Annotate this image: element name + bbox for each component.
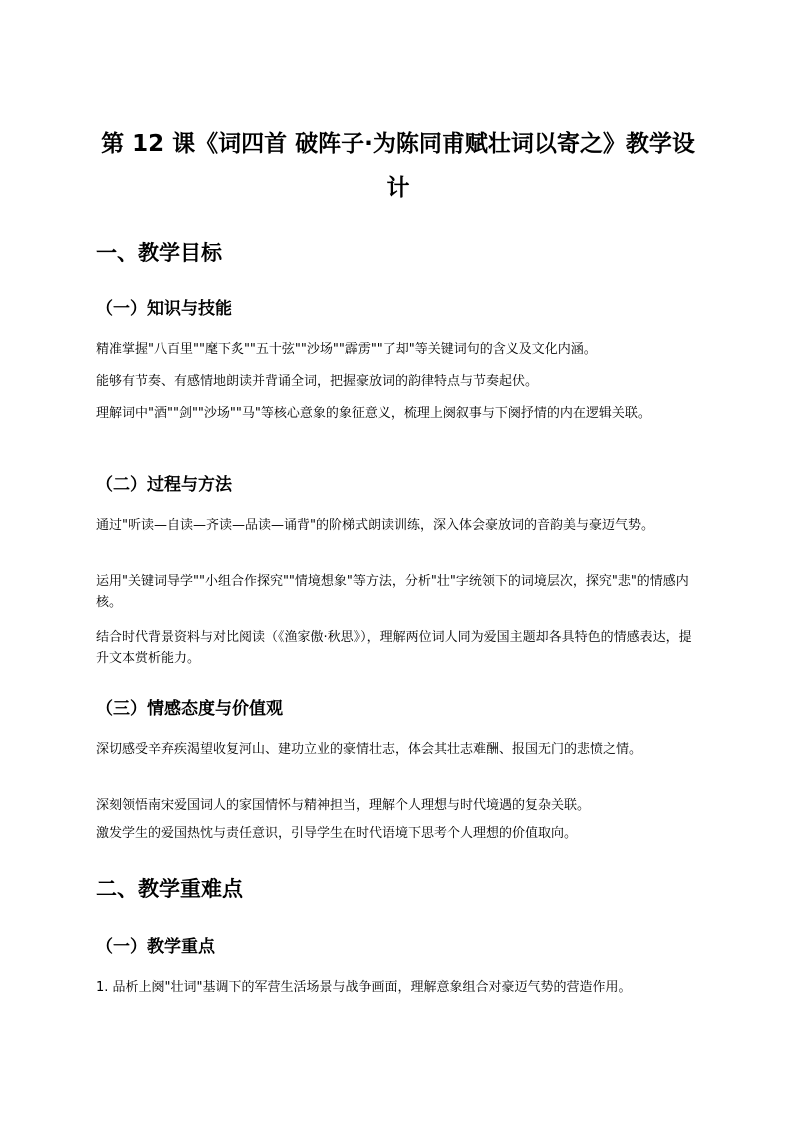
paragraph: 能够有节奏、有感情地朗读并背诵全词，把握豪放词的韵律特点与节奏起伏。 [96,374,539,389]
section-heading-objectives: 一、教学目标 [96,241,222,265]
subsection-heading-knowledge: （一）知识与技能 [96,299,232,319]
paragraph: 深切感受辛弃疾渴望收复河山、建功立业的豪情壮志，体会其壮志难酬、报国无门的悲愤之情。 [96,742,643,757]
subsection-heading-process: （二）过程与方法 [96,475,232,495]
subsection-heading-values: （三）情感态度与价值观 [96,699,283,719]
paragraph: 1. 品析上阕"壮词"基调下的军营生活场景与战争画面，理解意象组合对豪迈气势的营造作用。 [96,980,632,995]
paragraph: 结合时代背景资料与对比阅读（《渔家傲·秋思》），理解两位词人同为爱国主题却各具特色的情感表达，提升文本赏析能力。 [96,630,692,666]
paragraph: 精准掌握"八百里""麾下炙""五十弦""沙场""霹雳""了却"等关键词句的含义及文化内涵。 [96,342,597,357]
paragraph: 深刻领悟南宋爱国词人的家国情怀与精神担当，理解个人理想与时代境遇的复杂关联。 [96,798,591,813]
paragraph: 运用"关键词导学""小组合作探究""情境想象"等方法，分析"壮"字统领下的词境层次，探究"悲"的情感内核。 [96,574,689,610]
subsection-heading-focus: （一）教学重点 [96,937,215,957]
document-title: 第 12 课《词四首 破阵子·为陈同甫赋壮词以寄之》教学设计 [101,131,695,201]
paragraph: 通过"听读—自读—齐读—品读—诵背"的阶梯式朗读训练，深入体会豪放词的音韵美与豪迈气势。 [96,518,654,533]
section-heading-key-points: 二、教学重难点 [96,877,243,901]
paragraph: 理解词中"酒""剑""沙场""马"等核心意象的象征意义，梳理上阕叙事与下阕抒情的内在逻辑关联。 [96,406,651,421]
paragraph: 激发学生的爱国热忱与责任意识，引导学生在时代语境下思考个人理想的价值取向。 [96,826,578,841]
